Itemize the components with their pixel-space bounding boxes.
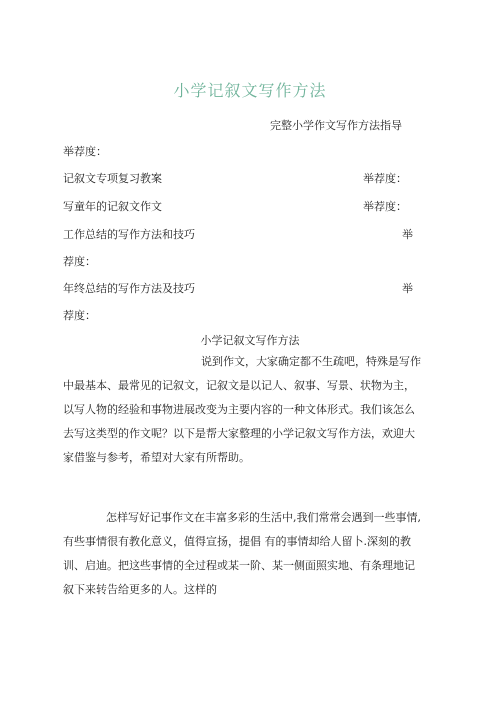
paragraph-intro (63, 350, 433, 470)
list-item: 年终总结的写作方法及技巧 (63, 282, 195, 295)
document-subtitle: 完整小学作文写作方法指导 (270, 119, 402, 132)
list-item: 工作总结的写作方法和技巧 (63, 228, 195, 241)
recommend-label: 举荐度： (363, 200, 407, 213)
paragraph-body (63, 506, 433, 602)
recommend-label-part: 举 (402, 228, 413, 241)
section-title: 小学记叙文写作方法 (200, 334, 300, 347)
paragraph-line: 有些事情很有教化意义，值得宣扬，提倡 有的事情却给人留卜.深刻的教 (63, 535, 411, 548)
paragraph-line: 以写人物的经验和事物进展改变为主要内容的一种文体形式。我们该怎么 (63, 403, 415, 416)
list-item: 写童年的记叙文作文 (63, 200, 162, 213)
list-item: 记叙文专项复习教案 (63, 172, 162, 185)
paragraph-line: 说到作文，大家确定都不生疏吧，特殊是写作 (201, 355, 421, 368)
recommend-label: 举荐度： (63, 145, 107, 158)
paragraph-line: 家借鉴与参考，希望对大家有所帮助。 (63, 451, 250, 464)
paragraph-line: 怎样写好记事作文在丰富多彩的生活中,我们常常会遇到一些事情, (106, 511, 421, 524)
paragraph-line: 叙下来转告给更多的人。这样的 (63, 583, 217, 596)
recommend-label-part: 荐度： (63, 309, 96, 322)
paragraph-line: 去写这类型的作文呢？以下是帮大家整理的小学记叙文写作方法，欢迎大 (63, 427, 415, 440)
document-title: 小学记叙文写作方法 (173, 81, 327, 100)
recommend-label: 举荐度： (363, 172, 407, 185)
paragraph-line: 训、启迪。把这些事情的全过程或某一阶、某一侧面照实地、有条理地记 (63, 559, 415, 572)
paragraph-line: 中最基本、最常见的记叙文，记叙文是以记人、叙事、写景、状物为主， (63, 379, 415, 392)
recommend-label-part: 荐度： (63, 255, 96, 268)
recommend-label-part: 举 (402, 282, 413, 295)
